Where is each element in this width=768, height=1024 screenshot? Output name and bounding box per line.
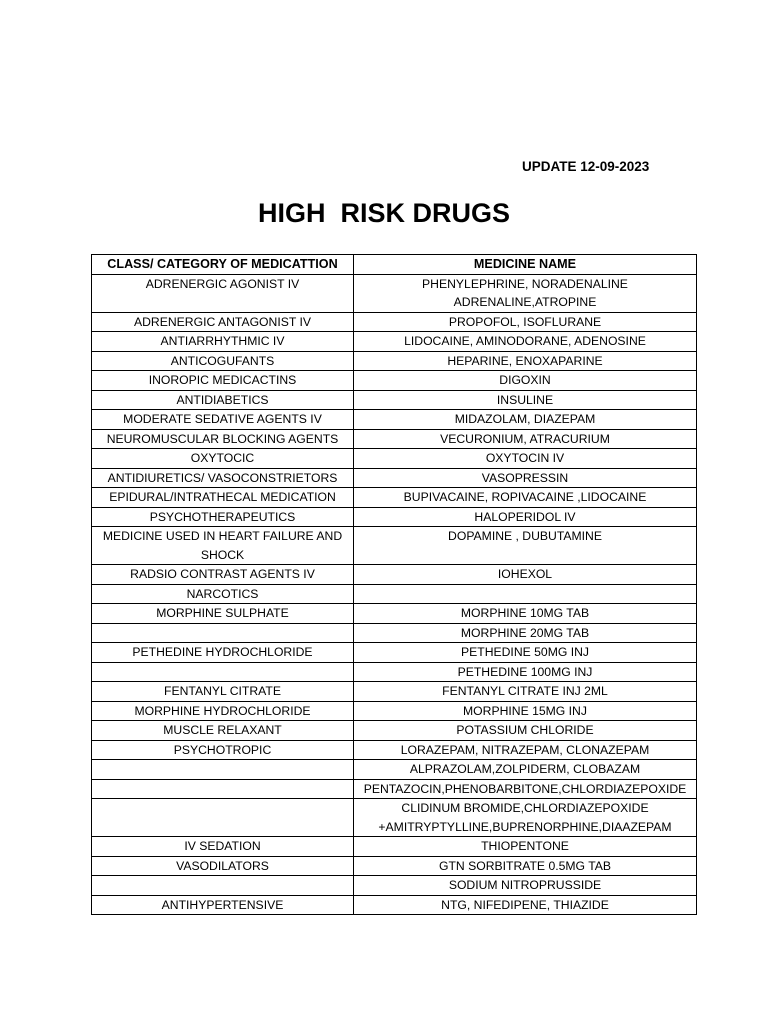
medicine-name-line: MORPHINE 20MG TAB: [460, 625, 590, 640]
medicine-name-line: INSULINE: [496, 392, 554, 407]
category-cell: [92, 662, 354, 682]
medicine-name-line: VASOPRESSIN: [481, 470, 569, 485]
medicine-name-line: DOPAMINE , DUBUTAMINE: [448, 529, 602, 543]
category-cell: FENTANYL CITRATE: [92, 682, 354, 702]
high-risk-drugs-table: [91, 254, 697, 915]
medicine-name-line: PHENYLEPHRINE, NORADENALINE: [422, 276, 628, 291]
category-cell: PETHEDINE HYDROCHLORIDE: [92, 643, 354, 663]
medicine-cell: [354, 701, 697, 721]
medicine-cell: [354, 856, 697, 876]
medicine-cell: [354, 527, 697, 565]
medicine-name-line: BUPIVACAINE, ROPIVACAINE ,LIDOCAINE: [403, 490, 647, 504]
medicine-cell: [354, 682, 697, 702]
medicine-cell: [354, 760, 697, 780]
category-cell: [92, 799, 354, 837]
category-cell: PSYCHOTROPIC: [92, 740, 354, 760]
table-row: [92, 876, 697, 896]
category-cell: EPIDURAL/INTRATHECAL MEDICATION: [92, 488, 354, 508]
medicine-cell: [354, 507, 697, 527]
medicine-name-line: MIDAZOLAM, DIAZEPAM: [454, 412, 596, 426]
table-row: [92, 274, 697, 312]
medicine-cell: [354, 662, 697, 682]
category-cell: ANTIARRHYTHMIC IV: [92, 332, 354, 352]
category-cell: ADRENERGIC ANTAGONIST IV: [92, 312, 354, 332]
table-row: [92, 390, 697, 410]
medicine-cell: [354, 332, 697, 352]
medicine-name-line: POTASSIUM CHLORIDE: [456, 723, 594, 737]
medicine-cell: [354, 449, 697, 469]
medicine-cell: [354, 584, 697, 604]
category-cell: VASODILATORS: [92, 856, 354, 876]
category-cell: NARCOTICS: [92, 584, 354, 604]
table-row: [92, 332, 697, 352]
medicine-name-line: OXYTOCIN IV: [485, 451, 565, 465]
medicine-cell: [354, 351, 697, 371]
medicine-cell: [354, 721, 697, 741]
page-title: HIGH RISK DRUGS: [257, 198, 511, 228]
category-cell: [92, 779, 354, 799]
medicine-name-line: NTG, NIFEDIPENE, THIAZIDE: [441, 897, 609, 912]
medicine-cell: [354, 312, 697, 332]
category-cell: [92, 623, 354, 643]
table-row: [92, 312, 697, 332]
medicine-cell: [354, 565, 697, 585]
table-row: [92, 779, 697, 799]
category-cell: IV SEDATION: [92, 837, 354, 857]
category-cell: INOROPIC MEDICACTINS: [92, 371, 354, 391]
medicine-cell: [354, 837, 697, 857]
table-row: [92, 488, 697, 508]
category-cell: ANTICOGUFANTS: [92, 351, 354, 371]
medicine-cell: [354, 274, 697, 312]
medicine-name-line: ALPRAZOLAM,ZOLPIDERM, CLOBAZAM: [409, 762, 641, 776]
medicine-name-line: MORPHINE 10MG TAB: [460, 606, 590, 620]
table-row: [92, 721, 697, 741]
medicine-cell: [354, 643, 697, 663]
medicine-name-line: HEPARINE, ENOXAPARINE: [447, 353, 603, 368]
category-cell: MORPHINE HYDROCHLORIDE: [92, 701, 354, 721]
table-row: [92, 429, 697, 449]
table-row: [92, 351, 697, 371]
table-row: [92, 682, 697, 702]
medicine-name-line: PETHEDINE 100MG INJ: [457, 664, 593, 679]
medicine-cell: [354, 371, 697, 391]
table-row: [92, 449, 697, 469]
table-row: [92, 371, 697, 391]
update-date: UPDATE 12-09-2023: [522, 159, 650, 174]
medicine-name-line: PETHEDINE 50MG INJ: [461, 645, 589, 659]
medicine-cell: [354, 390, 697, 410]
medicine-name-line: HALOPERIDOL IV: [474, 509, 576, 524]
medicine-name-line: +AMITRYPTYLLINE,BUPRENORPHINE,DIAAZEPAM: [378, 819, 672, 834]
column-header-medicine: MEDICINE NAME: [354, 255, 697, 275]
table-header-row: [92, 255, 697, 275]
category-cell: MEDICINE USED IN HEART FAILURE AND SHOCK: [92, 527, 354, 565]
medicine-name-line: VECURONIUM, ATRACURIUM: [440, 431, 610, 446]
table-row: [92, 799, 697, 837]
medicine-name-line: GTN SORBITRATE 0.5MG TAB: [438, 858, 611, 873]
category-cell: ANTIHYPERTENSIVE: [92, 895, 354, 915]
column-header-category: CLASS/ CATEGORY OF MEDICATTION: [92, 255, 354, 275]
medicine-cell: [354, 468, 697, 488]
medicine-cell: [354, 799, 697, 837]
medicine-name-line: CLIDINUM BROMIDE,CHLORDIAZEPOXIDE: [401, 801, 649, 815]
medicine-cell: [354, 779, 697, 799]
medicine-name-line: LIDOCAINE, AMINODORANE, ADENOSINE: [404, 334, 646, 348]
category-cell: ANTIDIURETICS/ VASOCONSTRIETORS: [92, 468, 354, 488]
category-cell: [92, 760, 354, 780]
medicine-name-line: SODIUM NITROPRUSSIDE: [448, 878, 602, 892]
medicine-cell: [354, 604, 697, 624]
table-row: [92, 410, 697, 430]
category-cell: OXYTOCIC: [92, 449, 354, 469]
medicine-name-line: PROPOFOL, ISOFLURANE: [448, 314, 602, 329]
table-row: [92, 643, 697, 663]
table-row: [92, 856, 697, 876]
medicine-name-line: MORPHINE 15MG INJ: [463, 703, 587, 718]
medicine-name-line: [357, 585, 693, 604]
medicine-name-line: ADRENALINE,ATROPINE: [453, 295, 597, 309]
medicine-name-line: PENTAZOCIN,PHENOBARBITONE,CHLORDIAZEPOXIDE: [363, 781, 687, 796]
table-row: [92, 895, 697, 915]
medicine-cell: [354, 740, 697, 760]
medicine-cell: [354, 876, 697, 896]
table-row: [92, 837, 697, 857]
medicine-name-line: THIOPENTONE: [481, 839, 569, 853]
category-cell: ADRENERGIC AGONIST IV: [92, 274, 354, 312]
medicine-cell: [354, 410, 697, 430]
category-cell: ANTIDIABETICS: [92, 390, 354, 410]
medicine-cell: [354, 895, 697, 915]
category-cell: MUSCLE RELAXANT: [92, 721, 354, 741]
category-cell: [92, 876, 354, 896]
table-row: [92, 662, 697, 682]
table-row: [92, 584, 697, 604]
table-body: [92, 274, 697, 915]
table-row: [92, 623, 697, 643]
category-cell: MODERATE SEDATIVE AGENTS IV: [92, 410, 354, 430]
medicine-name-line: FENTANYL CITRATE INJ 2ML: [442, 684, 608, 698]
table-row: [92, 468, 697, 488]
category-cell: RADSIO CONTRAST AGENTS IV: [92, 565, 354, 585]
table-row: [92, 740, 697, 760]
table-row: [92, 507, 697, 527]
table-row: [92, 604, 697, 624]
medicine-cell: [354, 623, 697, 643]
table-row: [92, 760, 697, 780]
medicine-name-line: IOHEXOL: [497, 567, 553, 581]
table-row: [92, 565, 697, 585]
table-row: [92, 701, 697, 721]
medicine-cell: [354, 488, 697, 508]
category-cell: PSYCHOTHERAPEUTICS: [92, 507, 354, 527]
medicine-name-line: LORAZEPAM, NITRAZEPAM, CLONAZEPAM: [400, 742, 650, 757]
table-row: [92, 527, 697, 565]
medicine-cell: [354, 429, 697, 449]
category-cell: NEUROMUSCULAR BLOCKING AGENTS: [92, 429, 354, 449]
medicine-name-line: DIGOXIN: [499, 373, 551, 387]
category-cell: MORPHINE SULPHATE: [92, 604, 354, 624]
